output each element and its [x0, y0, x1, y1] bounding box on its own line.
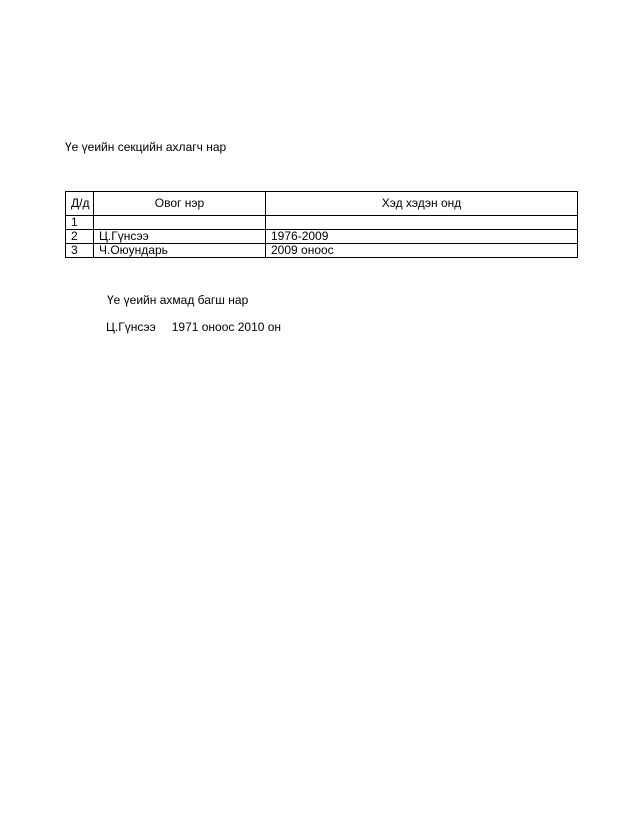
- coach-entry: [106, 320, 281, 334]
- coaches-title: Үе үеийн ахмад багш нар: [107, 293, 249, 307]
- cell-name: Ц.Гүнсээ: [94, 230, 266, 244]
- leaders-table: [65, 191, 578, 258]
- cell-name: [94, 216, 266, 230]
- cell-number: 2: [66, 230, 94, 244]
- cell-years: 2009 оноос: [266, 244, 578, 258]
- cell-years: [266, 216, 578, 230]
- coach-period: 1971 оноос 2010 он: [171, 320, 282, 334]
- header-name: Овог нэр: [94, 192, 266, 216]
- header-number: Д/д: [66, 192, 94, 216]
- table-row: [66, 230, 578, 244]
- table-row: [66, 216, 578, 230]
- cell-number: 1: [66, 216, 94, 230]
- cell-name: Ч.Оюундарь: [94, 244, 266, 258]
- cell-number: 3: [66, 244, 94, 258]
- table-header-row: [66, 192, 578, 216]
- table-row: [66, 244, 578, 258]
- section-title: Үе үеийн секцийн ахлагч нар: [65, 140, 227, 154]
- coach-name: Ц.Гүнсээ: [106, 320, 156, 334]
- cell-years: 1976-2009: [266, 230, 578, 244]
- header-years: Хэд хэдэн онд: [266, 192, 578, 216]
